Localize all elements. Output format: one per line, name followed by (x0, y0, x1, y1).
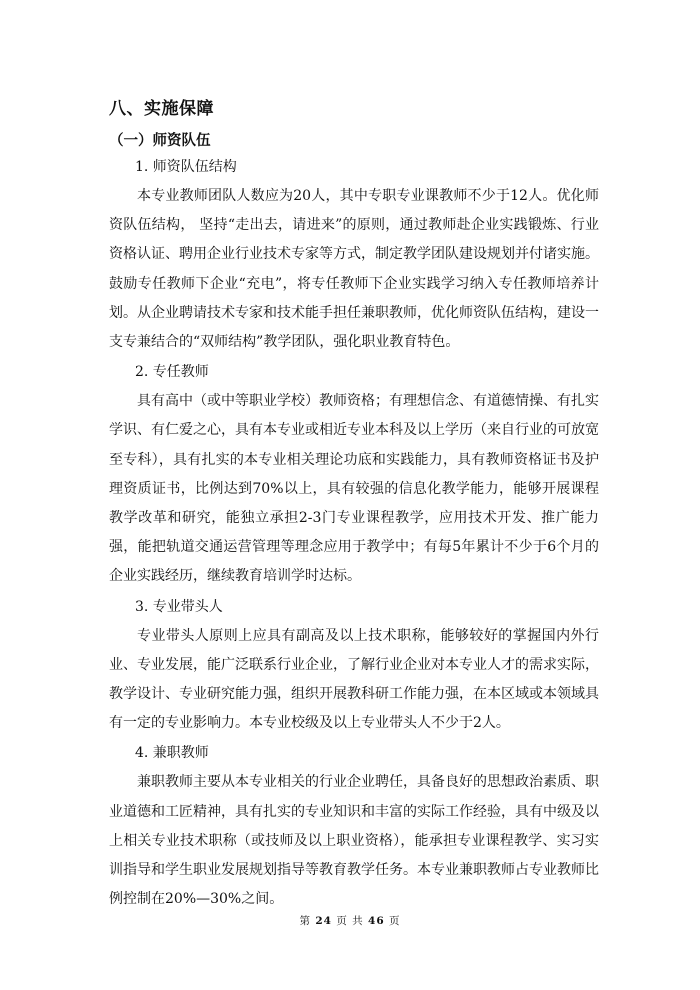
item-heading: 1. 师资队伍结构 (135, 159, 237, 175)
footer-total-pages: 46 (368, 915, 385, 927)
footer-middle: 页 共 (336, 915, 364, 927)
item-program-leader (109, 592, 599, 739)
item-paragraph: 本专业教师团队人数应为20人，其中专职专业课教师不少于12人。优化师资队伍结构， 坚持“走出去，请进来”的原则，通过教师赴企业实践锻炼、行业资格认证、聘用企业行业技术专家等方式，制定教学团队建设规划并付诸实施。鼓励专任教师下企业“充电”，将专任教师下企业实践学习纳入专任教师培养计划。从企业聘请技术专家和技术能手担任兼职教师，优化师资队伍结构，建设一支专兼结合的“双师结构”教学团队，强化职业教育特色。 (109, 188, 599, 351)
item-structure (109, 152, 599, 357)
document-body (109, 152, 599, 914)
footer-prefix: 第 (299, 915, 312, 927)
footer-suffix: 页 (388, 915, 401, 927)
item-paragraph: 兼职教师主要从本专业相关的行业企业聘任，具备良好的思想政治素质、职业道德和工匠精神，具有扎实的专业知识和丰富的实际工作经验，具有中级及以上相关专业技术职称（或技师及以上职业资格），能承担专业课程教学、实习实训指导和学生职业发展规划指导等教育教学任务。本专业兼职教师占专业教师比例控制在20%—30%之间。 (109, 774, 599, 908)
item-fulltime-teachers (109, 357, 599, 591)
page-footer (0, 913, 700, 928)
item-heading: 3. 专业带头人 (135, 598, 223, 615)
section-title: 八、实施保障 (109, 99, 214, 119)
item-paragraph: 具有高中（或中等职业学校）教师资格；有理想信念、有道德情操、有扎实学识、有仁爱之心，具有本专业或相近专业本科及以上学历（来自行业的可放宽至专科），具有扎实的本专业相关理论功底和实践能力，具有教师资格证书及护理资质证书，比例达到70%以上，具有较强的信息化教学能力，能够开展课程教学改革和研究，能独立承担2-3门专业课程教学，应用技术开发、推广能力强，能把轨道交通运营管理等理念应用于教学中；有每5年累计不少于6个月的企业实践经历，继续教育培训学时达标。 (109, 393, 599, 585)
item-heading: 2. 专任教师 (135, 364, 209, 381)
item-parttime-teachers (109, 738, 599, 914)
item-paragraph: 专业带头人原则上应具有副高及以上技术职称，能够较好的掌握国内外行业、专业发展，能广泛联系行业企业，了解行业企业对本专业人才的需求实际，教学设计、专业研究能力强，组织开展教科研工作能力强，在本区域或本领域具有一定的专业影响力。本专业校级及以上专业带头人不少于2人。 (109, 627, 599, 732)
footer-page-number: 24 (315, 915, 332, 927)
item-heading: 4. 兼职教师 (135, 745, 209, 762)
subsection-title: （一）师资队伍 (109, 133, 211, 149)
